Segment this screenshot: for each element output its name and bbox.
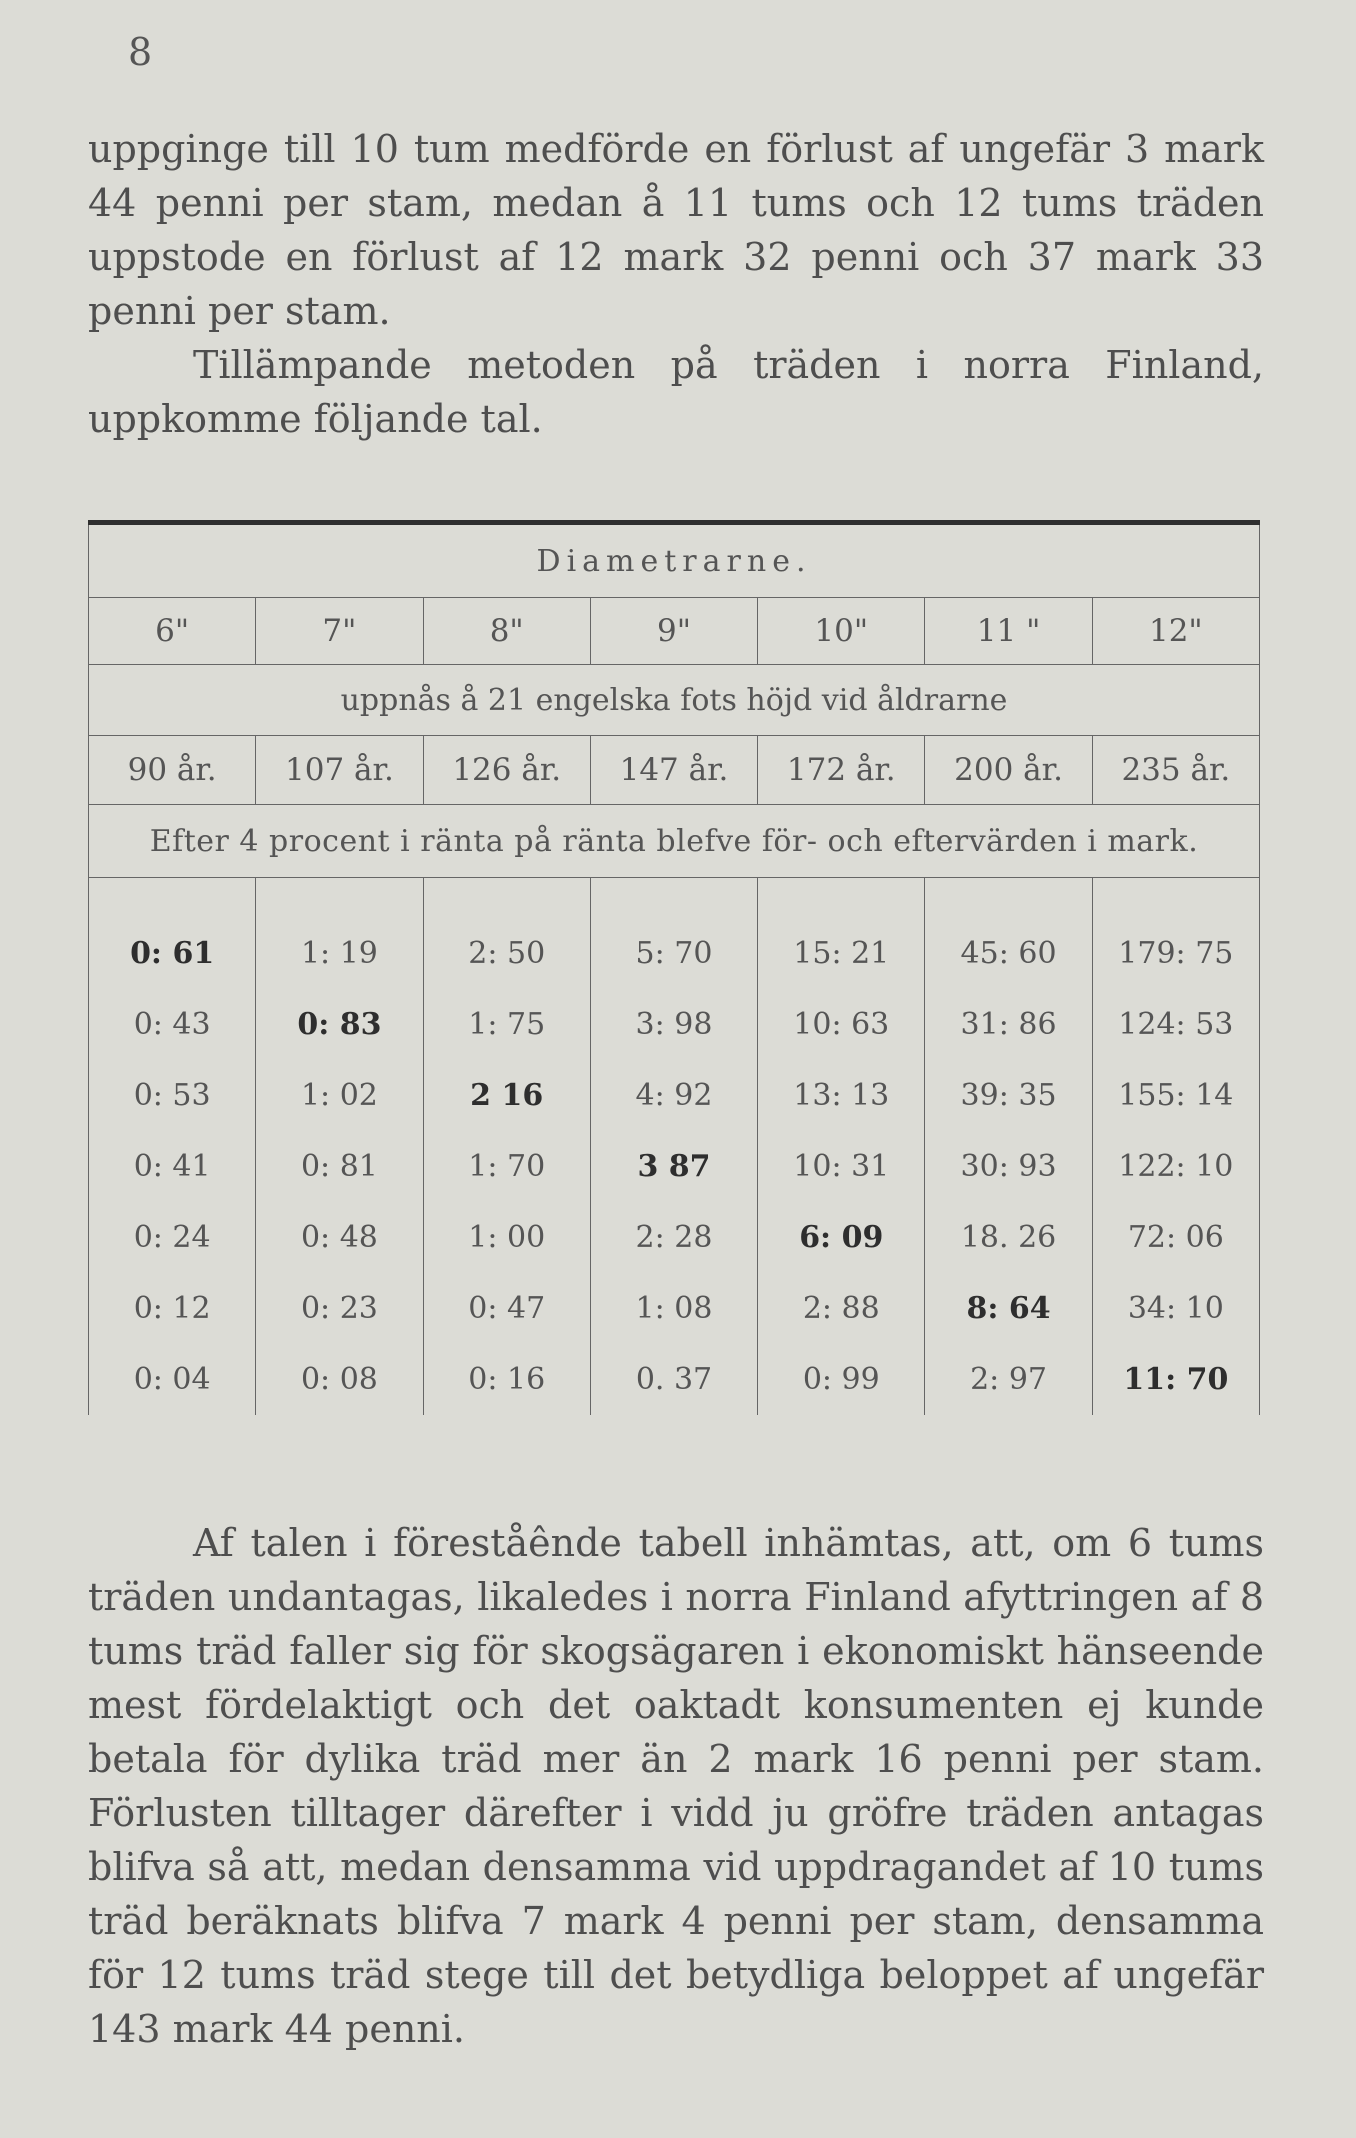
value-cell: 3: 98 — [590, 989, 757, 1060]
value-cell: 4: 92 — [590, 1060, 757, 1131]
value-cell: 0: 81 — [256, 1131, 423, 1202]
age-cell: 147 år. — [590, 736, 757, 805]
value-cell: 0: 43 — [89, 989, 256, 1060]
value-cell: 15: 21 — [758, 918, 925, 989]
value-cell: 1: 75 — [423, 989, 590, 1060]
value-cell: 0: 53 — [89, 1060, 256, 1131]
value-cell: 11: 70 — [1092, 1344, 1259, 1415]
value-cell: 155: 14 — [1092, 1060, 1259, 1131]
value-cell: 0: 16 — [423, 1344, 590, 1415]
value-cell: 1: 70 — [423, 1131, 590, 1202]
value-cell: 179: 75 — [1092, 918, 1259, 989]
table-row — [89, 1202, 1260, 1273]
value-cell: 0. 37 — [590, 1344, 757, 1415]
value-cell: 2: 88 — [758, 1273, 925, 1344]
table-row — [89, 1060, 1260, 1131]
value-cell: 1: 00 — [423, 1202, 590, 1273]
value-cell: 0: 48 — [256, 1202, 423, 1273]
paragraph-conclusion — [88, 1516, 1264, 2056]
ages-row — [89, 736, 1260, 805]
age-cell: 200 år. — [925, 736, 1092, 805]
value-cell: 0: 24 — [89, 1202, 256, 1273]
diameter-cell: 12" — [1092, 598, 1259, 665]
value-cell: 124: 53 — [1092, 989, 1259, 1060]
table-row — [89, 1344, 1260, 1415]
value-cell: 5: 70 — [590, 918, 757, 989]
diameters-heading: Diametrarne. — [89, 525, 1260, 598]
age-cell: 90 år. — [89, 736, 256, 805]
table-row — [89, 989, 1260, 1060]
value-cell: 2: 50 — [423, 918, 590, 989]
value-table — [88, 520, 1260, 1415]
value-cell: 30: 93 — [925, 1131, 1092, 1202]
diameters-row — [89, 598, 1260, 665]
value-cell: 0: 47 — [423, 1273, 590, 1344]
value-cell: 31: 86 — [925, 989, 1092, 1060]
value-cell: 10: 63 — [758, 989, 925, 1060]
value-cell: 1: 08 — [590, 1273, 757, 1344]
data-table — [88, 525, 1260, 1415]
age-cell: 107 år. — [256, 736, 423, 805]
diameter-cell: 6" — [89, 598, 256, 665]
value-cell: 39: 35 — [925, 1060, 1092, 1131]
page-number: 8 — [128, 30, 153, 74]
diameter-cell: 7" — [256, 598, 423, 665]
value-cell: 10: 31 — [758, 1131, 925, 1202]
table-row — [89, 1273, 1260, 1344]
diameter-cell: 8" — [423, 598, 590, 665]
value-cell: 1: 02 — [256, 1060, 423, 1131]
values-heading: Efter 4 procent i ränta på ränta blefve för- och eftervärden i mark. — [89, 805, 1260, 878]
value-cell: 0: 41 — [89, 1131, 256, 1202]
value-cell: 1: 19 — [256, 918, 423, 989]
paragraph-method-text: Tillämpande metoden på träden i norra Finland, uppkomme följande tal. — [88, 343, 1264, 441]
value-cell: 45: 60 — [925, 918, 1092, 989]
value-cell: 0: 61 — [89, 918, 256, 989]
value-cell: 72: 06 — [1092, 1202, 1259, 1273]
paragraph-conclusion-text: Af talen i föreståênde tabell inhämtas, att, om 6 tums träden undantagas, likaledes i norra Finland afyttringen af 8 tums träd faller sig för skogsägaren i ekonomiskt hänseende mest fördelaktigt och det oaktadt konsumenten ej kunde betala för dylika träd mer än 2 mark 16 penni per stam. Förlusten tilltager därefter i vidd ju gröfre träden antagas blifva så att, medan densamma vid uppdragandet af 10 tums träd beräknats blifva 7 mark 4 penni per stam, densamma för 12 tums träd stege till det betydliga beloppet af ungefär 143 mark 44 penni. — [88, 1521, 1264, 2051]
value-cell: 0: 23 — [256, 1273, 423, 1344]
value-cell: 6: 09 — [758, 1202, 925, 1273]
value-cell: 2 16 — [423, 1060, 590, 1131]
table-row — [89, 1131, 1260, 1202]
diameter-cell: 11 " — [925, 598, 1092, 665]
value-cell: 0: 04 — [89, 1344, 256, 1415]
value-cell: 3 87 — [590, 1131, 757, 1202]
value-cell: 34: 10 — [1092, 1273, 1259, 1344]
age-cell: 235 år. — [1092, 736, 1259, 805]
paragraph-intro — [88, 122, 1264, 446]
value-cell: 13: 13 — [758, 1060, 925, 1131]
value-cell: 0: 08 — [256, 1344, 423, 1415]
paragraph-intro-text: uppginge till 10 tum medförde en förlust af ungefär 3 mark 44 penni per stam, medan å 11 tums och 12 tums träden uppstode en förlust af 12 mark 32 penni och 37 mark 33 penni per stam. — [88, 127, 1264, 333]
value-cell: 0: 99 — [758, 1344, 925, 1415]
value-cell: 2: 97 — [925, 1344, 1092, 1415]
value-cell: 0: 12 — [89, 1273, 256, 1344]
value-cell: 8: 64 — [925, 1273, 1092, 1344]
diameter-cell: 10" — [758, 598, 925, 665]
value-cell: 2: 28 — [590, 1202, 757, 1273]
value-cell: 122: 10 — [1092, 1131, 1259, 1202]
table-row — [89, 918, 1260, 989]
diameter-cell: 9" — [590, 598, 757, 665]
value-cell: 0: 83 — [256, 989, 423, 1060]
spacer-row — [89, 878, 1260, 919]
ages-heading: uppnås å 21 engelska fots höjd vid åldrarne — [89, 665, 1260, 736]
age-cell: 172 år. — [758, 736, 925, 805]
age-cell: 126 år. — [423, 736, 590, 805]
value-cell: 18. 26 — [925, 1202, 1092, 1273]
